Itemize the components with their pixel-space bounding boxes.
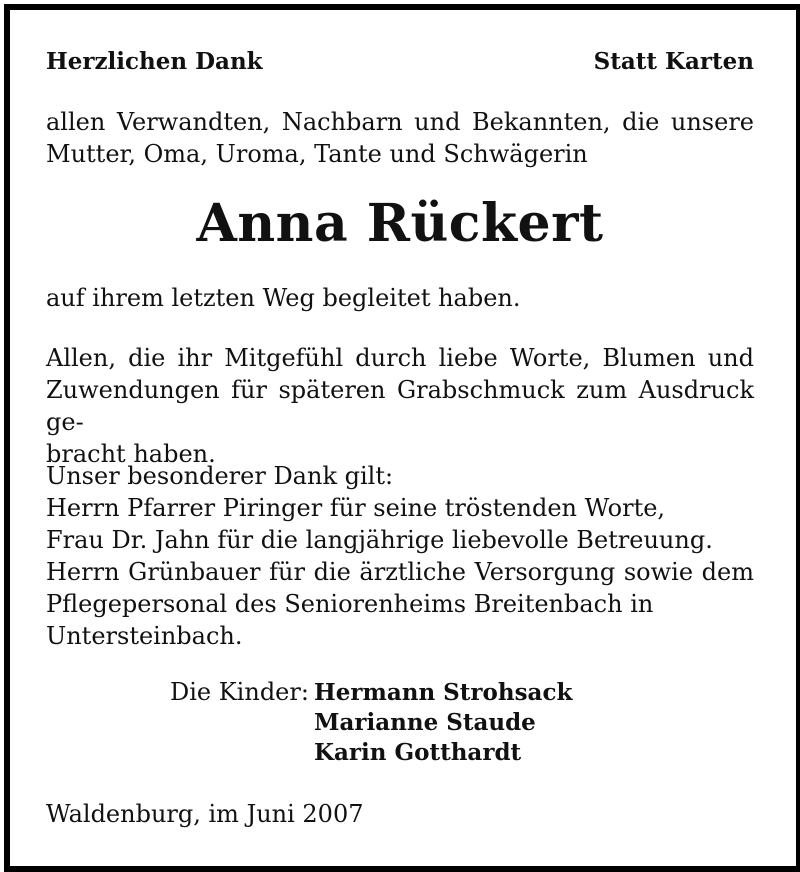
signer-name: Karin Gotthardt	[314, 739, 522, 766]
thanks-all-line-2: Zuwendungen für späteren Grabschmuck zum Ausdruck ge-	[46, 376, 754, 436]
special-thanks-line-5: Pflegepersonal des Seniorenheims Breitenbach in	[46, 590, 654, 618]
signer-name: Hermann Strohsack	[314, 679, 573, 706]
signers-names	[314, 678, 572, 768]
header-right-title: Statt Karten	[593, 48, 754, 75]
special-thanks-line-2: Herrn Pfarrer Piringer für seine tröstenden Worte,	[46, 494, 666, 522]
notice-frame	[4, 4, 800, 872]
special-thanks-line-1: Unser besonderer Dank gilt:	[46, 462, 394, 490]
header-row	[46, 46, 754, 82]
signers-label: Die Kinder:	[170, 678, 309, 706]
deceased-name: Anna Rückert	[196, 193, 604, 254]
signer-name: Marianne Staude	[314, 709, 536, 736]
special-thanks-line-3: Frau Dr. Jahn für die langjährige liebevolle Betreuung.	[46, 526, 713, 554]
signers-block	[46, 676, 754, 776]
thanks-all-line-1: Allen, die ihr Mitgefühl durch liebe Worte, Blumen und	[46, 344, 754, 372]
thanks-all-line-3: bracht haben.	[46, 440, 216, 468]
intro-line-2: Mutter, Oma, Uroma, Tante und Schwägerin	[46, 140, 588, 168]
special-thanks-paragraph	[46, 460, 754, 652]
closing-intro	[46, 282, 754, 314]
place-date: Waldenburg, im Juni 2007	[46, 800, 364, 828]
intro-paragraph	[46, 106, 754, 170]
closing-intro-line: auf ihrem letzten Weg begleitet haben.	[46, 284, 521, 312]
special-thanks-line-6: Untersteinbach.	[46, 622, 243, 650]
special-thanks-line-4: Herrn Grünbauer für die ärztliche Versorgung sowie dem	[46, 558, 754, 586]
thanks-all-paragraph	[46, 342, 754, 470]
header-left-title: Herzlichen Dank	[46, 48, 263, 75]
intro-line-1: allen Verwandten, Nachbarn und Bekannten, die unsere	[46, 108, 754, 136]
